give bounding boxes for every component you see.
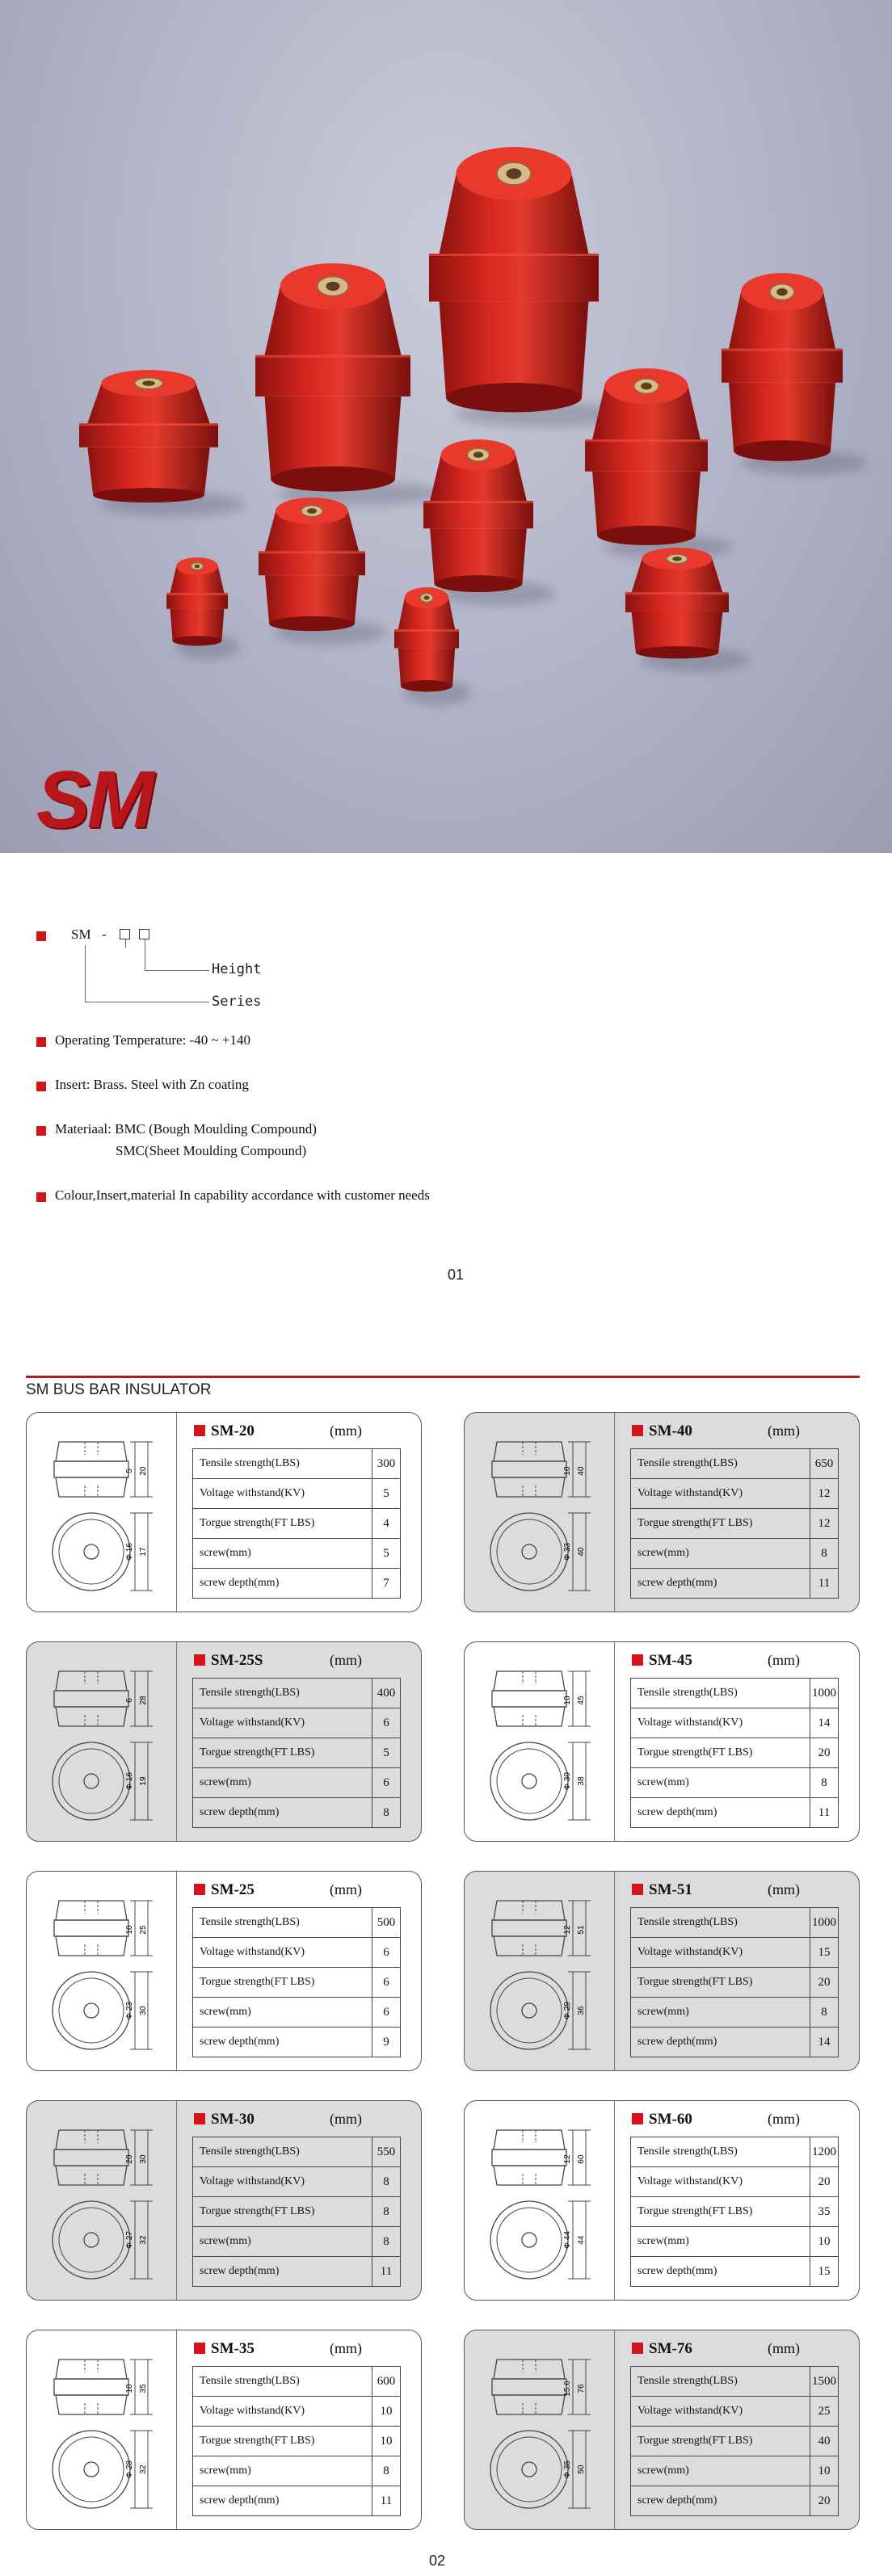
spec-row	[193, 1509, 401, 1539]
model-marker	[632, 1654, 643, 1666]
spec-row	[193, 1938, 401, 1968]
spec-label: Tensile strength(LBS)	[193, 1679, 372, 1708]
spec-value: 1500	[810, 2367, 839, 2397]
model-marker	[632, 1425, 643, 1436]
spec-row	[631, 2197, 839, 2227]
spec-label: screw(mm)	[631, 2227, 810, 2257]
dim-top: 10	[125, 1925, 134, 1935]
dim-base: 50	[577, 2465, 586, 2474]
spec-row	[193, 2197, 401, 2227]
spec-row	[631, 2137, 839, 2167]
spec-row	[631, 1679, 839, 1708]
dim-diameter: Φ 33	[563, 1543, 572, 1561]
spec-value: 10	[810, 2227, 839, 2257]
model-name: SM-51	[649, 1881, 692, 1898]
bullet-code	[36, 931, 46, 941]
spec-label: screw depth(mm)	[193, 1569, 372, 1599]
spec-table	[192, 1448, 401, 1599]
spec-table	[630, 1678, 839, 1828]
dim-base: 36	[577, 2006, 586, 2015]
dim-top: 15.6	[563, 2381, 572, 2397]
spec-card-sm-25	[26, 1871, 422, 2071]
spec-row	[193, 1908, 401, 1938]
product-photo	[0, 0, 892, 853]
spec-value: 40	[810, 2427, 839, 2456]
spec-value: 600	[372, 2367, 401, 2397]
dimension-drawing	[465, 2330, 615, 2529]
model-name: SM-35	[211, 2340, 255, 2357]
spec-value: 25	[810, 2397, 839, 2427]
spec-row	[631, 1968, 839, 1998]
dim-top: 12	[563, 2154, 572, 2164]
spec-label: screw depth(mm)	[631, 1569, 810, 1599]
insert-spec: Insert: Brass. Steel with Zn coating	[55, 1077, 249, 1092]
operating-temperature: Operating Temperature: -40 ~ +140	[55, 1032, 250, 1048]
spec-card-sm-35	[26, 2330, 422, 2530]
unit-label: (mm)	[768, 1881, 800, 1897]
insulator-3	[429, 147, 599, 414]
spec-value: 6	[372, 1768, 401, 1798]
spec-value: 35	[810, 2197, 839, 2227]
spec-row	[193, 2486, 401, 2516]
insulator-1	[79, 370, 218, 503]
spec-value: 6	[372, 1968, 401, 1998]
bullet-insert	[36, 1082, 46, 1091]
spec-label: screw(mm)	[631, 1998, 810, 2028]
dim-diameter: Φ 29	[563, 2002, 572, 2019]
spec-value: 5	[372, 1738, 401, 1768]
spec-label: screw(mm)	[631, 1768, 810, 1798]
unit-label: (mm)	[330, 1881, 362, 1897]
spec-value: 8	[372, 2167, 401, 2197]
spec-row	[193, 1569, 401, 1599]
spec-row	[631, 1708, 839, 1738]
spec-value: 20	[810, 2167, 839, 2197]
dimension-drawing	[465, 2101, 615, 2300]
model-name: SM-25	[211, 1881, 255, 1898]
insulator-7	[259, 498, 365, 632]
dim-top: 6	[125, 1698, 134, 1703]
spec-row	[631, 2028, 839, 2057]
dim-base: 38	[577, 1776, 586, 1786]
spec-row	[631, 1798, 839, 1828]
spec-value: 11	[810, 1798, 839, 1828]
dim-diameter: Φ 27	[125, 2231, 134, 2249]
dim-height: 40	[577, 1466, 586, 1476]
dim-height: 20	[139, 1466, 148, 1476]
insulator-2	[255, 263, 410, 493]
spec-value: 9	[372, 2028, 401, 2057]
spec-value: 6	[372, 1998, 401, 2028]
model-name: SM-60	[649, 2111, 692, 2128]
insulator-9	[394, 587, 459, 692]
spec-table	[192, 2366, 401, 2516]
spec-row	[631, 1738, 839, 1768]
spec-value: 11	[372, 2486, 401, 2516]
spec-label: screw depth(mm)	[193, 1798, 372, 1828]
code-box-series	[120, 929, 130, 939]
spec-value: 6	[372, 1708, 401, 1738]
spec-label: Torgue strength(FT LBS)	[631, 2197, 810, 2227]
spec-label: Voltage withstand(KV)	[193, 2167, 372, 2197]
section-divider	[26, 1376, 860, 1378]
spec-label: Voltage withstand(KV)	[193, 1708, 372, 1738]
dim-height: 60	[577, 2154, 586, 2164]
spec-value: 1000	[810, 1908, 839, 1938]
spec-label: screw(mm)	[631, 1539, 810, 1569]
model-name: SM-30	[211, 2111, 255, 2128]
unit-label: (mm)	[768, 2340, 800, 2356]
dim-height: 45	[577, 1696, 586, 1705]
dim-diameter: Φ 16	[125, 1772, 134, 1790]
dimension-drawing	[27, 1872, 177, 2070]
spec-label: screw depth(mm)	[631, 2486, 810, 2516]
dim-top: 12	[563, 1925, 572, 1935]
spec-value: 5	[372, 1479, 401, 1509]
insulator-6	[423, 439, 533, 593]
spec-label: screw(mm)	[193, 2456, 372, 2486]
model-marker	[194, 1425, 205, 1436]
dim-diameter: Φ 23	[125, 2002, 134, 2019]
dim-top: 5	[125, 1469, 134, 1473]
model-name: SM-25S	[211, 1652, 263, 1669]
page-number-2: 02	[429, 2553, 446, 2569]
spec-label: screw(mm)	[631, 2456, 810, 2486]
spec-value: 15	[810, 2257, 839, 2287]
spec-label: Voltage withstand(KV)	[631, 2167, 810, 2197]
spec-card-sm-60	[464, 2100, 860, 2301]
model-name: SM-40	[649, 1422, 692, 1439]
spec-value: 8	[372, 2456, 401, 2486]
model-marker	[194, 2113, 205, 2124]
dimension-drawing	[465, 1413, 615, 1612]
spec-row	[193, 1998, 401, 2028]
spec-label: screw(mm)	[193, 1768, 372, 1798]
spec-label: Voltage withstand(KV)	[193, 1479, 372, 1509]
material-spec-2: SMC(Sheet Moulding Compound)	[116, 1143, 307, 1158]
unit-label: (mm)	[330, 1652, 362, 1668]
spec-value: 20	[810, 1738, 839, 1768]
spec-label: Tensile strength(LBS)	[631, 2137, 810, 2167]
bullet-colour	[36, 1192, 46, 1202]
model-marker	[194, 1654, 205, 1666]
code-dash: -	[102, 927, 107, 942]
dim-top: 10	[563, 1696, 572, 1705]
dim-base: 30	[139, 2006, 148, 2015]
spec-value: 500	[372, 1908, 401, 1938]
spec-row	[631, 1908, 839, 1938]
spec-value: 10	[372, 2397, 401, 2427]
spec-card-sm-76	[464, 2330, 860, 2530]
model-marker	[194, 1884, 205, 1895]
spec-value: 15	[810, 1938, 839, 1968]
spec-row	[193, 2137, 401, 2167]
spec-row	[631, 2367, 839, 2397]
spec-card-sm-25s	[26, 1641, 422, 1842]
spec-label: Torgue strength(FT LBS)	[631, 2427, 810, 2456]
spec-label: Tensile strength(LBS)	[193, 1908, 372, 1938]
spec-value: 7	[372, 1569, 401, 1599]
spec-value: 14	[810, 2028, 839, 2057]
height-label: Height	[212, 961, 262, 977]
dimension-drawing	[27, 1413, 177, 1612]
spec-value: 20	[810, 2486, 839, 2516]
spec-label: screw depth(mm)	[193, 2028, 372, 2057]
dim-base: 32	[139, 2235, 148, 2245]
model-name: SM-45	[649, 1652, 692, 1669]
section-title: SM BUS BAR INSULATOR	[26, 1381, 212, 1398]
insulator-4	[722, 273, 843, 462]
spec-row	[193, 1479, 401, 1509]
bullet-material	[36, 1126, 46, 1136]
spec-card-sm-40	[464, 1412, 860, 1612]
spec-label: screw depth(mm)	[631, 2257, 810, 2287]
model-name: SM-76	[649, 2340, 692, 2357]
spec-card-sm-20	[26, 1412, 422, 1612]
colour-spec: Colour,Insert,material In capability accordance with customer needs	[55, 1187, 430, 1203]
spec-table	[192, 2137, 401, 2287]
dim-height: 28	[139, 1696, 148, 1705]
spec-value: 300	[372, 1449, 401, 1479]
spec-label: Torgue strength(FT LBS)	[193, 2197, 372, 2227]
spec-row	[193, 1539, 401, 1569]
spec-row	[631, 2456, 839, 2486]
spec-row	[631, 2397, 839, 2427]
spec-table	[630, 2137, 839, 2287]
spec-label: Tensile strength(LBS)	[193, 1449, 372, 1479]
dimension-drawing	[27, 2101, 177, 2300]
spec-row	[193, 1708, 401, 1738]
spec-label: Tensile strength(LBS)	[193, 2137, 372, 2167]
spec-value: 5	[372, 1539, 401, 1569]
bullet-temperature	[36, 1037, 46, 1047]
dim-base: 44	[577, 2235, 586, 2245]
dimension-drawing	[27, 1642, 177, 1841]
dim-height: 35	[139, 2384, 148, 2393]
unit-label: (mm)	[330, 1422, 362, 1439]
spec-card-sm-51	[464, 1871, 860, 2071]
unit-label: (mm)	[768, 1422, 800, 1439]
spec-row	[193, 1968, 401, 1998]
spec-label: screw(mm)	[193, 1998, 372, 2028]
unit-label: (mm)	[330, 2340, 362, 2356]
dim-top: 10	[563, 1466, 572, 1476]
spec-row	[631, 1449, 839, 1479]
spec-table	[192, 1907, 401, 2057]
sm-logo: SM	[36, 754, 151, 845]
spec-card-sm-45	[464, 1641, 860, 1842]
spec-row	[631, 1768, 839, 1798]
spec-row	[193, 2367, 401, 2397]
spec-label: Torgue strength(FT LBS)	[193, 2427, 372, 2456]
spec-value: 4	[372, 1509, 401, 1539]
dim-top: 20	[125, 2154, 134, 2164]
insulator-5	[585, 368, 708, 546]
spec-value: 550	[372, 2137, 401, 2167]
spec-row	[193, 1738, 401, 1768]
spec-value: 11	[810, 1569, 839, 1599]
dim-diameter: Φ 16	[125, 1543, 134, 1561]
spec-value: 8	[372, 2197, 401, 2227]
spec-label: Tensile strength(LBS)	[631, 1679, 810, 1708]
spec-row	[631, 1539, 839, 1569]
spec-label: Torgue strength(FT LBS)	[631, 1968, 810, 1998]
dim-diameter: Φ 44	[563, 2231, 572, 2249]
spec-value: 14	[810, 1708, 839, 1738]
spec-table	[630, 1907, 839, 2057]
model-marker	[632, 2343, 643, 2354]
spec-row	[631, 2427, 839, 2456]
spec-label: screw depth(mm)	[193, 2257, 372, 2287]
model-marker	[194, 2343, 205, 2354]
spec-value: 6	[372, 1938, 401, 1968]
code-box-height	[139, 929, 149, 939]
spec-row	[193, 2456, 401, 2486]
spec-value: 1200	[810, 2137, 839, 2167]
spec-row	[193, 2427, 401, 2456]
spec-value: 8	[810, 1539, 839, 1569]
dimension-drawing	[465, 1872, 615, 2070]
spec-row	[193, 2028, 401, 2057]
spec-row	[193, 1798, 401, 1828]
spec-table	[630, 1448, 839, 1599]
spec-value: 10	[372, 2427, 401, 2456]
spec-row	[631, 2257, 839, 2287]
spec-label: Voltage withstand(KV)	[631, 2397, 810, 2427]
spec-row	[631, 2227, 839, 2257]
spec-label: screw(mm)	[193, 1539, 372, 1569]
spec-label: Voltage withstand(KV)	[193, 2397, 372, 2427]
spec-value: 20	[810, 1968, 839, 1998]
spec-label: Voltage withstand(KV)	[193, 1938, 372, 1968]
spec-label: Torgue strength(FT LBS)	[193, 1738, 372, 1768]
dimension-drawing	[465, 1642, 615, 1841]
spec-row	[631, 1938, 839, 1968]
spec-row	[193, 2167, 401, 2197]
spec-label: Tensile strength(LBS)	[631, 2367, 810, 2397]
dim-height: 51	[577, 1925, 586, 1935]
spec-label: Tensile strength(LBS)	[631, 1449, 810, 1479]
spec-row	[193, 2397, 401, 2427]
spec-value: 8	[372, 2227, 401, 2257]
dim-base: 40	[577, 1547, 586, 1557]
dim-height: 25	[139, 1925, 148, 1935]
spec-value: 8	[810, 1768, 839, 1798]
unit-label: (mm)	[768, 1652, 800, 1668]
spec-row	[631, 1479, 839, 1509]
spec-label: Torgue strength(FT LBS)	[193, 1968, 372, 1998]
spec-label: Tensile strength(LBS)	[193, 2367, 372, 2397]
spec-label: screw depth(mm)	[193, 2486, 372, 2516]
spec-value: 11	[372, 2257, 401, 2287]
spec-row	[193, 2257, 401, 2287]
dim-height: 30	[139, 2154, 148, 2164]
dim-base: 19	[139, 1776, 148, 1786]
spec-value: 8	[372, 1798, 401, 1828]
code-prefix: SM	[71, 927, 91, 942]
spec-value: 650	[810, 1449, 839, 1479]
dim-base: 32	[139, 2465, 148, 2474]
spec-value: 1000	[810, 1679, 839, 1708]
spec-table	[192, 1678, 401, 1828]
spec-label: Torgue strength(FT LBS)	[631, 1509, 810, 1539]
spec-label: screw depth(mm)	[631, 1798, 810, 1828]
dim-height: 76	[577, 2384, 586, 2393]
dimension-drawing	[27, 2330, 177, 2529]
insulator-8	[166, 557, 228, 646]
dim-base: 17	[139, 1547, 148, 1557]
model-marker	[632, 1884, 643, 1895]
spec-label: screw(mm)	[193, 2227, 372, 2257]
spec-row	[631, 1569, 839, 1599]
spec-row	[631, 2167, 839, 2197]
material-spec: Materiaal: BMC (Bough Moulding Compound)	[55, 1121, 317, 1137]
spec-card-sm-30	[26, 2100, 422, 2301]
spec-value: 8	[810, 1998, 839, 2028]
unit-label: (mm)	[330, 2111, 362, 2127]
spec-row	[193, 2227, 401, 2257]
spec-label: Torgue strength(FT LBS)	[193, 1509, 372, 1539]
series-label: Series	[212, 994, 262, 1010]
spec-row	[193, 1449, 401, 1479]
spec-label: screw depth(mm)	[631, 2028, 810, 2057]
insulator-10	[625, 548, 729, 659]
dim-top: 10	[125, 2384, 134, 2393]
spec-row	[631, 1998, 839, 2028]
dim-diameter: Φ 30	[563, 1772, 572, 1790]
spec-label: Voltage withstand(KV)	[631, 1708, 810, 1738]
spec-row	[193, 1679, 401, 1708]
model-marker	[632, 2113, 643, 2124]
spec-value: 12	[810, 1479, 839, 1509]
spec-row	[631, 2486, 839, 2516]
spec-label: Voltage withstand(KV)	[631, 1938, 810, 1968]
dim-diameter: Φ 35	[563, 2460, 572, 2478]
spec-value: 12	[810, 1509, 839, 1539]
spec-value: 10	[810, 2456, 839, 2486]
spec-row	[193, 1768, 401, 1798]
spec-label: Voltage withstand(KV)	[631, 1479, 810, 1509]
spec-table	[630, 2366, 839, 2516]
spec-label: Tensile strength(LBS)	[631, 1908, 810, 1938]
spec-label: Torgue strength(FT LBS)	[631, 1738, 810, 1768]
spec-value: 400	[372, 1679, 401, 1708]
model-name: SM-20	[211, 1422, 255, 1439]
page-number-1: 01	[448, 1267, 465, 1283]
dim-diameter: Φ 28	[125, 2460, 134, 2478]
unit-label: (mm)	[768, 2111, 800, 2127]
spec-row	[631, 1509, 839, 1539]
